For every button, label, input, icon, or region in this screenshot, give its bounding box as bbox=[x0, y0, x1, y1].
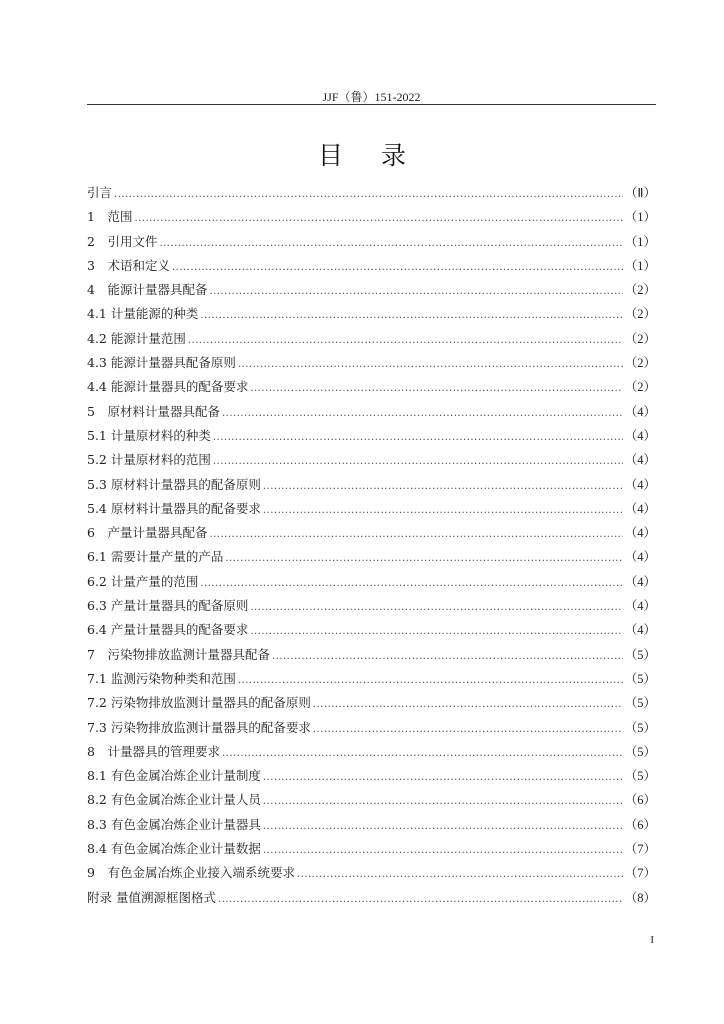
toc-leader-dots bbox=[209, 286, 622, 297]
toc-entry[interactable] bbox=[87, 669, 656, 693]
toc-entry-label: 4.1 计量能源的种类 bbox=[87, 306, 199, 322]
toc-entry-label: 3 术语和定义 bbox=[87, 257, 170, 273]
toc-leader-dots bbox=[313, 699, 623, 710]
toc-entry-label: 2 引用文件 bbox=[87, 233, 158, 249]
toc-entry[interactable] bbox=[87, 839, 656, 863]
toc-leader-dots bbox=[238, 675, 623, 686]
toc-entry-page: （4） bbox=[624, 501, 656, 516]
toc-entry[interactable] bbox=[87, 450, 656, 474]
toc-entry[interactable] bbox=[87, 377, 656, 401]
toc-leader-dots bbox=[297, 869, 623, 880]
toc-entry-page: （6） bbox=[624, 793, 656, 808]
toc-entry[interactable] bbox=[87, 523, 656, 547]
toc-entry-page: （Ⅱ） bbox=[624, 186, 656, 200]
toc-entry-page: （2） bbox=[624, 356, 656, 371]
toc-entry-label: 7 污染物排放监测计量器具配备 bbox=[87, 646, 270, 662]
toc-entry-page: （8） bbox=[624, 890, 656, 905]
toc-entry[interactable] bbox=[87, 499, 656, 523]
toc-entry[interactable] bbox=[87, 475, 656, 499]
toc-entry-label: 6 产量计量器具配备 bbox=[87, 525, 208, 541]
toc-entry-label: 8.3 有色金属冶炼企业计量器具 bbox=[87, 816, 261, 832]
table-of-contents bbox=[87, 183, 656, 912]
toc-entry-label: 5.3 原材料计量器具的配备原则 bbox=[87, 476, 261, 492]
header-rule bbox=[87, 104, 656, 105]
toc-entry[interactable] bbox=[87, 329, 656, 353]
toc-entry-page: （2） bbox=[624, 380, 656, 395]
toc-entry-page: （5） bbox=[624, 769, 656, 784]
toc-leader-dots bbox=[172, 262, 623, 273]
toc-entry-page: （4） bbox=[624, 526, 656, 541]
toc-entry-label: 6.1 需要计量产量的产品 bbox=[87, 549, 224, 565]
toc-entry-page: （2） bbox=[624, 331, 656, 346]
toc-entry[interactable] bbox=[87, 232, 656, 256]
toc-entry-label: 5.2 计量原材料的范围 bbox=[87, 452, 211, 468]
toc-entry[interactable] bbox=[87, 547, 656, 571]
toc-leader-dots bbox=[159, 238, 622, 249]
toc-entry-page: （4） bbox=[624, 550, 656, 565]
toc-entry-page: （5） bbox=[624, 647, 656, 662]
toc-entry[interactable] bbox=[87, 863, 656, 887]
toc-leader-dots bbox=[263, 772, 623, 783]
toc-entry-label: 5 原材料计量器具配备 bbox=[87, 403, 220, 419]
toc-entry[interactable] bbox=[87, 888, 656, 912]
toc-entry[interactable] bbox=[87, 718, 656, 742]
toc-entry-page: （2） bbox=[624, 307, 656, 322]
toc-entry[interactable] bbox=[87, 426, 656, 450]
toc-entry-page: （4） bbox=[624, 599, 656, 614]
toc-leader-dots bbox=[263, 796, 623, 807]
toc-entry-label: 8.1 有色金属冶炼企业计量制度 bbox=[87, 768, 261, 784]
toc-leader-dots bbox=[213, 456, 623, 467]
toc-entry-label: 7.3 污染物排放监测计量器具的配备要求 bbox=[87, 719, 311, 735]
toc-leader-dots bbox=[263, 481, 623, 492]
toc-entry-label: 5.1 计量原材料的种类 bbox=[87, 427, 211, 443]
toc-entry-label: 9 有色金属冶炼企业接入端系统要求 bbox=[87, 865, 295, 881]
toc-entry-page: （1） bbox=[624, 210, 656, 225]
toc-entry-label: 7.2 污染物排放监测计量器具的配备原则 bbox=[87, 695, 311, 711]
toc-entry-label: 4 能源计量器具配备 bbox=[87, 282, 208, 298]
toc-entry[interactable] bbox=[87, 402, 656, 426]
toc-leader-dots bbox=[114, 189, 623, 200]
toc-leader-dots bbox=[200, 310, 622, 321]
toc-entry[interactable] bbox=[87, 645, 656, 669]
toc-entry[interactable] bbox=[87, 280, 656, 304]
toc-leader-dots bbox=[134, 213, 622, 224]
toc-leader-dots bbox=[213, 432, 623, 443]
toc-entry-page: （4） bbox=[624, 477, 656, 492]
toc-entry[interactable] bbox=[87, 572, 656, 596]
toc-entry-page: （6） bbox=[624, 817, 656, 832]
toc-entry-label: 8.4 有色金属冶炼企业计量数据 bbox=[87, 841, 261, 857]
toc-entry-label: 6.2 计量产量的范围 bbox=[87, 573, 199, 589]
toc-entry[interactable] bbox=[87, 183, 656, 207]
toc-entry-page: （7） bbox=[624, 866, 656, 881]
toc-leader-dots bbox=[222, 408, 623, 419]
toc-entry-page: （7） bbox=[624, 842, 656, 857]
toc-entry[interactable] bbox=[87, 693, 656, 717]
running-header: JJF（鲁）151-2022 bbox=[322, 90, 421, 104]
toc-entry-page: （5） bbox=[624, 696, 656, 711]
toc-leader-dots bbox=[263, 505, 623, 516]
toc-leader-dots bbox=[263, 821, 623, 832]
toc-entry-label: 1 范围 bbox=[87, 209, 133, 225]
toc-entry[interactable] bbox=[87, 620, 656, 644]
toc-leader-dots bbox=[209, 529, 622, 540]
toc-entry[interactable] bbox=[87, 256, 656, 280]
toc-entry-label: 4.2 能源计量范围 bbox=[87, 330, 186, 346]
toc-entry-label: 5.4 原材料计量器具的配备要求 bbox=[87, 500, 261, 516]
toc-leader-dots bbox=[218, 894, 623, 905]
toc-entry-page: （4） bbox=[624, 404, 656, 419]
toc-leader-dots bbox=[250, 602, 622, 613]
toc-entry-page: （1） bbox=[624, 234, 656, 249]
toc-entry[interactable] bbox=[87, 596, 656, 620]
toc-leader-dots bbox=[250, 626, 622, 637]
toc-entry-page: （4） bbox=[624, 574, 656, 589]
toc-entry-page: （5） bbox=[624, 744, 656, 759]
toc-entry[interactable] bbox=[87, 766, 656, 790]
toc-entry-page: （1） bbox=[624, 258, 656, 273]
toc-entry-label: 8.2 有色金属冶炼企业计量人员 bbox=[87, 792, 261, 808]
toc-entry-page: （5） bbox=[624, 720, 656, 735]
page-number: I bbox=[650, 934, 654, 946]
toc-entry-page: （4） bbox=[624, 453, 656, 468]
toc-entry-label: 4.3 能源计量器具配备原则 bbox=[87, 355, 236, 371]
toc-entry-page: （4） bbox=[624, 623, 656, 638]
toc-entry[interactable] bbox=[87, 207, 656, 231]
toc-entry-label: 6.4 产量计量器具的配备要求 bbox=[87, 622, 249, 638]
toc-entry-label: 4.4 能源计量器具的配备要求 bbox=[87, 379, 249, 395]
toc-leader-dots bbox=[250, 383, 622, 394]
toc-entry[interactable] bbox=[87, 353, 656, 377]
toc-leader-dots bbox=[200, 578, 622, 589]
toc-entry-label: 8 计量器具的管理要求 bbox=[87, 743, 220, 759]
toc-entry[interactable] bbox=[87, 742, 656, 766]
toc-leader-dots bbox=[222, 748, 623, 759]
toc-entry-page: （5） bbox=[624, 671, 656, 686]
toc-entry[interactable] bbox=[87, 790, 656, 814]
toc-leader-dots bbox=[263, 845, 623, 856]
page-title: 目录 bbox=[317, 141, 444, 170]
toc-entry-page: （4） bbox=[624, 428, 656, 443]
toc-entry-label: 引言 bbox=[87, 185, 113, 200]
toc-leader-dots bbox=[188, 335, 623, 346]
toc-leader-dots bbox=[272, 651, 623, 662]
toc-leader-dots bbox=[238, 359, 623, 370]
toc-leader-dots bbox=[313, 724, 623, 735]
toc-entry[interactable] bbox=[87, 815, 656, 839]
toc-entry-label: 7.1 监测污染物种类和范围 bbox=[87, 670, 236, 686]
toc-entry-page: （2） bbox=[624, 283, 656, 298]
toc-entry-label: 6.3 产量计量器具的配备原则 bbox=[87, 598, 249, 614]
toc-leader-dots bbox=[225, 553, 622, 564]
toc-entry[interactable] bbox=[87, 304, 656, 328]
toc-entry-label: 附录 量值溯源框图格式 bbox=[87, 889, 216, 905]
